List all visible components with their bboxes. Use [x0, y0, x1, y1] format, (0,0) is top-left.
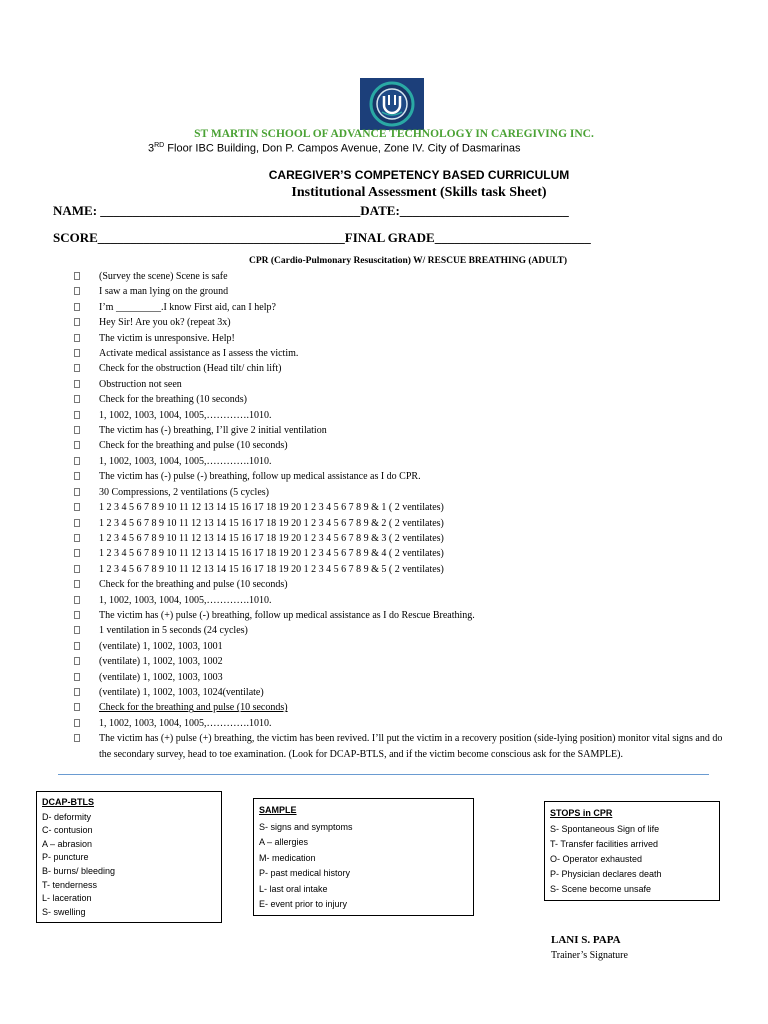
checkbox[interactable]: [74, 580, 80, 588]
dcap-item: S- swelling: [42, 906, 86, 917]
checklist-item: [74, 423, 724, 438]
checklist-item-text: Obstruction not seen: [99, 378, 182, 390]
checklist-item: [74, 284, 724, 299]
checklist-item-text: (ventilate) 1, 1002, 1003, 1002: [99, 656, 223, 668]
sample-heading: SAMPLE: [259, 805, 297, 815]
checkbox[interactable]: [74, 688, 80, 696]
sample-item: S- signs and symptoms: [259, 821, 353, 832]
checklist-item-text: 1 2 3 4 5 6 7 8 9 10 11 12 13 14 15 16 17 18 19 20 1 2 3 4 5 6 7 8 9 & 1 ( 2 ventilates): [99, 502, 444, 514]
checklist-item: [74, 685, 724, 700]
checklist-item-text: 30 Compressions, 2 ventilations (5 cycles): [99, 486, 269, 498]
stops-cpr-box: [544, 801, 720, 901]
checkbox[interactable]: [74, 642, 80, 650]
checklist-item: [74, 700, 724, 715]
checklist-item-text: The victim is unresponsive. Help!: [99, 332, 235, 344]
sample-box: [253, 798, 474, 916]
checkbox[interactable]: [74, 488, 80, 496]
cpr-section-title: CPR (Cardio-Pulmonary Resuscitation) W/ RESCUE BREATHING (ADULT): [248, 256, 568, 266]
checkbox[interactable]: [74, 303, 80, 311]
checklist-item-text: 1, 1002, 1003, 1004, 1005,………….1010.: [99, 455, 272, 467]
checkbox[interactable]: [74, 519, 80, 527]
checklist-item: [74, 608, 724, 623]
checklist-item: [74, 670, 724, 685]
checkbox[interactable]: [74, 596, 80, 604]
checklist-item: [74, 438, 724, 453]
checklist-item-text: The victim has (+) pulse (-) breathing, follow up medical assistance as I do Rescue Breathing.: [99, 609, 475, 621]
checkbox[interactable]: [74, 411, 80, 419]
checklist-item: [74, 516, 724, 531]
cpr-checklist: [74, 269, 724, 762]
checkbox[interactable]: [74, 611, 80, 619]
checklist-item: [74, 408, 724, 423]
dcap-item: T- tenderness: [42, 879, 98, 890]
checklist-item: [74, 485, 724, 500]
checklist-item-text: The victim has (-) breathing, I’ll give 2 initial ventilation: [99, 425, 327, 437]
checklist-item: [74, 546, 724, 561]
checklist-item-text: 1, 1002, 1003, 1004, 1005,………….1010.: [99, 717, 272, 729]
checklist-item-text: (ventilate) 1, 1002, 1003, 1024(ventilate): [99, 686, 264, 698]
sample-item: M- medication: [259, 852, 316, 863]
checkbox[interactable]: [74, 626, 80, 634]
checkbox[interactable]: [74, 349, 80, 357]
checklist-item: [74, 377, 724, 392]
sample-item: L- last oral intake: [259, 883, 328, 894]
school-name: ST MARTIN SCHOOL OF ADVANCE TECHNOLOGY IN CAREGIVING INC.: [194, 128, 594, 140]
checklist-item: [74, 300, 724, 315]
checklist-item-text: 1 2 3 4 5 6 7 8 9 10 11 12 13 14 15 16 17 18 19 20 1 2 3 4 5 6 7 8 9 & 2 ( 2 ventilates): [99, 517, 444, 529]
checklist-item-text: Check for the obstruction (Head tilt/ chin lift): [99, 363, 282, 375]
checklist-item-text: Hey Sir! Are you ok? (repeat 3x): [99, 317, 231, 329]
stops-item: S- Scene become unsafe: [550, 884, 652, 894]
checklist-item-text: 1 2 3 4 5 6 7 8 9 10 11 12 13 14 15 16 17 18 19 20 1 2 3 4 5 6 7 8 9 & 4 ( 2 ventilates): [99, 548, 444, 560]
checkbox[interactable]: [74, 395, 80, 403]
checklist-item-text: 1, 1002, 1003, 1004, 1005,………….1010.: [99, 594, 272, 606]
name-date-line: NAME: ________________________________________DATE:__________________________: [53, 203, 569, 218]
checkbox[interactable]: [74, 549, 80, 557]
checklist-item: [74, 731, 724, 762]
dcap-item: L- laceration: [42, 893, 92, 904]
checklist-item: [74, 593, 724, 608]
checkbox[interactable]: [74, 734, 80, 742]
checkbox[interactable]: [74, 364, 80, 372]
assessment-title: Institutional Assessment (Skills task Sheet): [291, 185, 547, 200]
dcap-heading: DCAP-BTLS: [42, 797, 94, 807]
checklist-item-text: I saw a man lying on the ground: [99, 286, 229, 298]
sample-item: A – allergies: [259, 837, 309, 847]
sample-item: E- event prior to injury: [259, 899, 348, 909]
checkbox[interactable]: [74, 534, 80, 542]
dcap-btls-box: [36, 791, 222, 923]
trainer-name: LANI S. PAPA: [551, 934, 621, 946]
checklist-item: [74, 269, 724, 284]
dcap-item: P- puncture: [42, 852, 89, 863]
checklist-item-text: 1, 1002, 1003, 1004, 1005,………….1010.: [99, 409, 272, 421]
stops-item: T- Transfer facilities arrived: [550, 839, 659, 849]
checklist-item: [74, 346, 724, 361]
checklist-item-text: I’m _________.I know First aid, can I help?: [99, 301, 276, 313]
score-grade-line: SCORE______________________________________FINAL GRADE________________________: [53, 230, 591, 245]
checklist-item-text: Check for the breathing and pulse (10 seconds): [99, 579, 288, 591]
checklist-item: [74, 361, 724, 376]
checklist-item: [74, 331, 724, 346]
stops-item: P- Physician declares death: [550, 869, 662, 879]
checklist-item-text: 1 2 3 4 5 6 7 8 9 10 11 12 13 14 15 16 17 18 19 20 1 2 3 4 5 6 7 8 9 & 3 ( 2 ventilates): [99, 532, 444, 544]
checklist-item: [74, 500, 724, 515]
stops-heading: STOPS in CPR: [550, 808, 613, 818]
checklist-item-text: The victim has (-) pulse (-) breathing, follow up medical assistance as I do CPR.: [99, 471, 421, 483]
checklist-item: [74, 623, 724, 638]
checkbox[interactable]: [74, 457, 80, 465]
checklist-item-text: 1 2 3 4 5 6 7 8 9 10 11 12 13 14 15 16 17 18 19 20 1 2 3 4 5 6 7 8 9 & 5 ( 2 ventilates): [99, 563, 444, 575]
trainer-signature-label: Trainer’s Signature: [551, 950, 628, 961]
checkbox[interactable]: [74, 657, 80, 665]
checklist-item-text: Check for the breathing and pulse (10 seconds): [99, 702, 288, 714]
dcap-item: A – abrasion: [42, 838, 93, 849]
checkbox[interactable]: [74, 272, 80, 280]
section-divider: [58, 774, 709, 775]
checkbox[interactable]: [74, 673, 80, 681]
checkbox[interactable]: [74, 287, 80, 295]
school-address: 3RD Floor IBC Building, Don P. Campos Avenue, Zone IV. City of Dasmarinas: [148, 142, 521, 155]
checklist-item: [74, 531, 724, 546]
stops-item: O- Operator exhausted: [550, 854, 643, 864]
checklist-item: [74, 716, 724, 731]
checkbox[interactable]: [74, 703, 80, 711]
checklist-item: [74, 577, 724, 592]
sample-item: P- past medical history: [259, 868, 351, 878]
checkbox[interactable]: [74, 334, 80, 342]
checklist-item: [74, 392, 724, 407]
checkbox[interactable]: [74, 503, 80, 511]
checklist-item: [74, 639, 724, 654]
checklist-item: [74, 469, 724, 484]
checkbox[interactable]: [74, 719, 80, 727]
checklist-item: [74, 654, 724, 669]
stops-item: S- Spontaneous Sign of life: [550, 824, 660, 834]
checklist-item-text: (Survey the scene) Scene is safe: [99, 271, 228, 282]
curriculum-title: CAREGIVER’S COMPETENCY BASED CURRICULUM: [268, 168, 570, 182]
dcap-item: B- burns/ bleeding: [42, 865, 116, 876]
checkbox[interactable]: [74, 426, 80, 434]
checklist-item-text: Activate medical assistance as I assess the victim.: [99, 348, 299, 360]
dcap-item: C- contusion: [42, 825, 93, 836]
checklist-item: [74, 562, 724, 577]
checklist-item-text: (ventilate) 1, 1002, 1003, 1003: [99, 671, 223, 683]
checklist-item-text: (ventilate) 1, 1002, 1003, 1001: [99, 640, 223, 652]
checklist-item: [74, 315, 724, 330]
checkbox[interactable]: [74, 318, 80, 326]
checklist-item-text: 1 ventilation in 5 seconds (24 cycles): [99, 625, 248, 637]
school-logo: [360, 78, 424, 130]
checklist-item-text: Check for the breathing (10 seconds): [99, 394, 248, 406]
checklist-item-text: The victim has (+) pulse (+) breathing, the victim has been revived. I’ll put the victim in a recovery position (side-lying position) monitor vital signs and do the secondary survey, head to toe examination. (Look for DCAP-BTLS, and if the victim become conscious ask for the SAMPLE).: [99, 733, 723, 760]
checklist-item: [74, 454, 724, 469]
checkbox[interactable]: [74, 472, 80, 480]
dcap-item: D- deformity: [42, 811, 92, 822]
checkbox[interactable]: [74, 565, 80, 573]
checkbox[interactable]: [74, 441, 80, 449]
checkbox[interactable]: [74, 380, 80, 388]
checklist-item-text: Check for the breathing and pulse (10 seconds): [99, 440, 288, 452]
